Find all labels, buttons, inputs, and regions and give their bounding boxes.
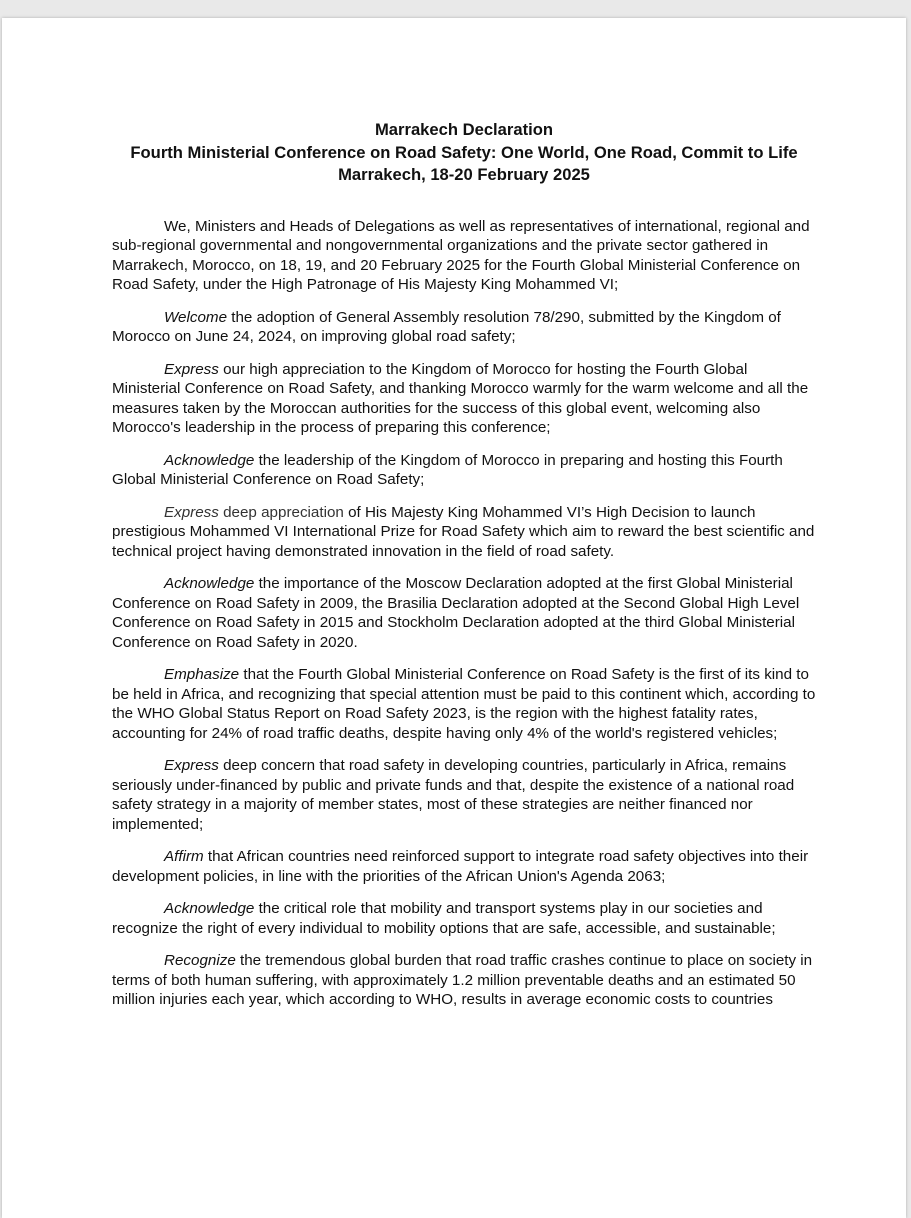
paragraph-acknowledge-mobility [112,899,816,938]
paragraph-text: the leadership of the Kingdom of Morocco in preparing and hosting this Fourth Global Ministerial Conference on Road Safety; [112,451,783,488]
paragraph-lead: Affirm [164,848,204,865]
paragraph-text: that African countries need reinforced support to integrate road safety objectives into their development policies, in line with the priorities of the African Union's Agenda 2063; [112,848,809,885]
paragraph-lead: Express [164,757,219,774]
paragraph-text: the tremendous global burden that road traffic crashes continue to place on society in terms of both human suffering, with approximately 1.2 million preventable deaths and an estimated 50 million injuries each year, which according to WHO, results in average economic costs to countries [112,952,813,1008]
paragraph-lead: Acknowledge [164,900,255,917]
paragraph-lead: Express [164,503,219,521]
paragraph-preamble [112,217,816,295]
paragraph-affirm [112,847,816,886]
document-page [2,18,906,1218]
paragraph-acknowledge-declarations [112,574,816,652]
paragraph-text: that the Fourth Global Ministerial Conference on Road Safety is the first of its kind to be held in Africa, and recognizing that special attention must be paid to this continent which, according to the WHO Global Status Report on Road Safety 2023, is the region with the highest fatality rates, accounting for 24% of road traffic deaths, despite having only 4% of the world's registered vehicles; [112,666,816,742]
document-body [112,119,816,1023]
paragraph-acknowledge-leadership [112,451,816,490]
paragraph-text: of His Majesty King Mohammed VI’s High Decision to launch prestigious Mohammed VI International Prize for Road Safety which aim to reward the best scientific and technical project having demonstrated innovation in the field of road safety. [112,503,815,560]
paragraph-text: We, Ministers and Heads of Delegations as well as representatives of international, regional and sub-regional governmental and nongovernmental organizations and the private sector gathered in Marrakech, Morocco, on 18, 19, and 20 February 2025 for the Fourth Global Ministerial Conference on Road Safety, under the High Patronage of His Majesty King Mohammed VI; [112,217,810,293]
paragraph-text: the critical role that mobility and transport systems play in our societies and recognize the right of every individual to mobility options that are safe, accessible, and sustainable; [112,900,776,937]
paragraph-recognize [112,951,816,1010]
paragraph-lead: Welcome [164,308,228,326]
paragraph-text: deep concern that road safety in developing countries, particularly in Africa, remains seriously under-financed by public and private funds and that, despite the existence of a national road safety strategy in a majority of member states, most of these strategies are neither financed nor implemented; [112,757,795,833]
paragraph-text: the importance of the Moscow Declaration adopted at the first Global Ministerial Conference on Road Safety in 2009, the Brasilia Declaration adopted at the Second Global High Level Conference on Road Safety in 2015 and Stockholm Declaration adopted at the third Global Ministerial Conference on Road Safety in 2020. [112,575,800,651]
paragraph-lead: Express [164,360,219,378]
paragraph-text: the adoption of General Assembly resolution 78/290, submitted by the Kingdom of Morocco on June 24, 2024, on improving global road safety; [112,308,781,345]
paragraph-lead: Emphasize [164,666,240,683]
paragraph-lead: Acknowledge [164,451,255,469]
paragraph-welcome [112,308,816,347]
document-title: Marrakech Declaration [374,120,553,139]
paragraph-express-prize [112,503,816,562]
document-header [112,119,816,187]
paragraph-text: our high appreciation to the Kingdom of Morocco for hosting the Fourth Global Ministerial Conference on Road Safety, and thanking Morocco warmly for the warm welcome and all the measures taken by the Moroccan authorities for the success of this global event, welcoming also Morocco's leadership in the process of preparing this conference; [112,360,809,436]
document-subtitle: Fourth Ministerial Conference on Road Safety: One World, One Road, Commit to Life [130,142,798,162]
paragraph-express-concern [112,756,816,834]
paragraph-lead: Recognize [164,952,236,969]
paragraph-express-appreciation [112,360,816,438]
paragraph-lead: Acknowledge [164,575,255,592]
document-place-date: Marrakech, 18-20 February 2025 [338,165,590,184]
paragraph-emphasize [112,665,816,743]
paragraph-soft-text: deep appreciation [218,503,344,521]
